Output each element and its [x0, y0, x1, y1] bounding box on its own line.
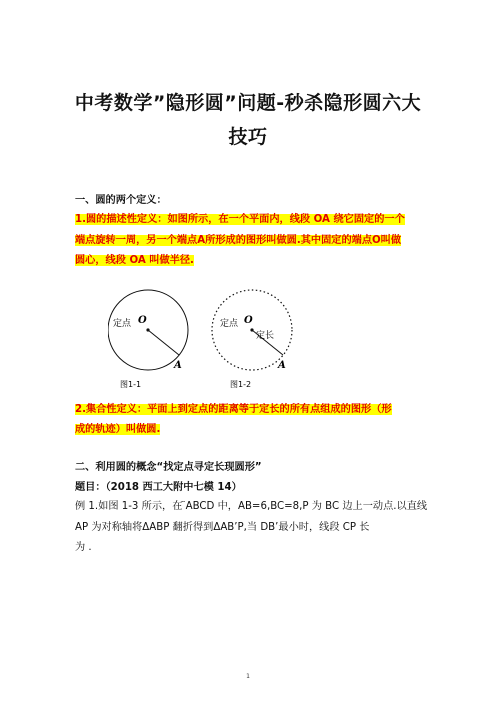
page-number: 1 [246, 673, 250, 680]
example-line1: 例 1.如图 1-3 所示，在 ̈ABCD 中，AB=6,BC=8,P 为 BC 边上一动点.以直线 [75, 501, 428, 512]
radius-line [148, 330, 179, 355]
page-title-line2: 技巧 [228, 126, 268, 148]
fixed-point-label-2: 定点 [220, 319, 239, 329]
center-letter-o-2: O [244, 315, 253, 326]
definition1-line2: 端点旋转一周，另一个端点A所形成的图形叫做圆.其中固定的端点O叫做 [75, 235, 402, 246]
section1-heading: 一、圆的两个定义： [75, 195, 167, 206]
figure-1-2 [212, 290, 292, 389]
definition1-line1: 1.圆的描述性定义：如图所示，在一个平面内，线段 OA 绕它固定的一个 [75, 214, 405, 225]
problem-source: 题目：（2018 西工大附中七模 14） [75, 482, 242, 493]
fixed-length-label: 定长 [256, 331, 275, 341]
definition1-line3: 圆心，线段 OA 叫做半径. [75, 255, 194, 266]
figure-1-1 [108, 290, 188, 389]
section2-heading: 二、利用圆的概念“找定点寻定长现圆形” [75, 462, 262, 473]
fixed-point-label: 定点 [113, 319, 132, 329]
point-letter-a-2: A [278, 360, 286, 371]
example-line2: AP 为对称轴将ΔABP 翻折得到ΔAB’P,当 DB’最小时，线段 CP 长 [75, 522, 370, 533]
definition2-line1: 2.集合性定义：平面上到定点的距离等于定长的所有点组成的图形（形 [75, 404, 392, 415]
caption-1-1: 图1-1 [120, 380, 142, 389]
center-letter-o: O [138, 315, 147, 326]
point-letter-a: A [174, 360, 182, 371]
page-title-line1: 中考数学”隐形圆”问题-秒杀隐形圆六大 [74, 92, 422, 114]
definition2-line2: 成的轨迹）叫做圆. [75, 424, 161, 435]
circle-figures [108, 286, 368, 396]
example-line3: 为 . [75, 542, 92, 553]
caption-1-2: 图1-2 [230, 380, 252, 389]
